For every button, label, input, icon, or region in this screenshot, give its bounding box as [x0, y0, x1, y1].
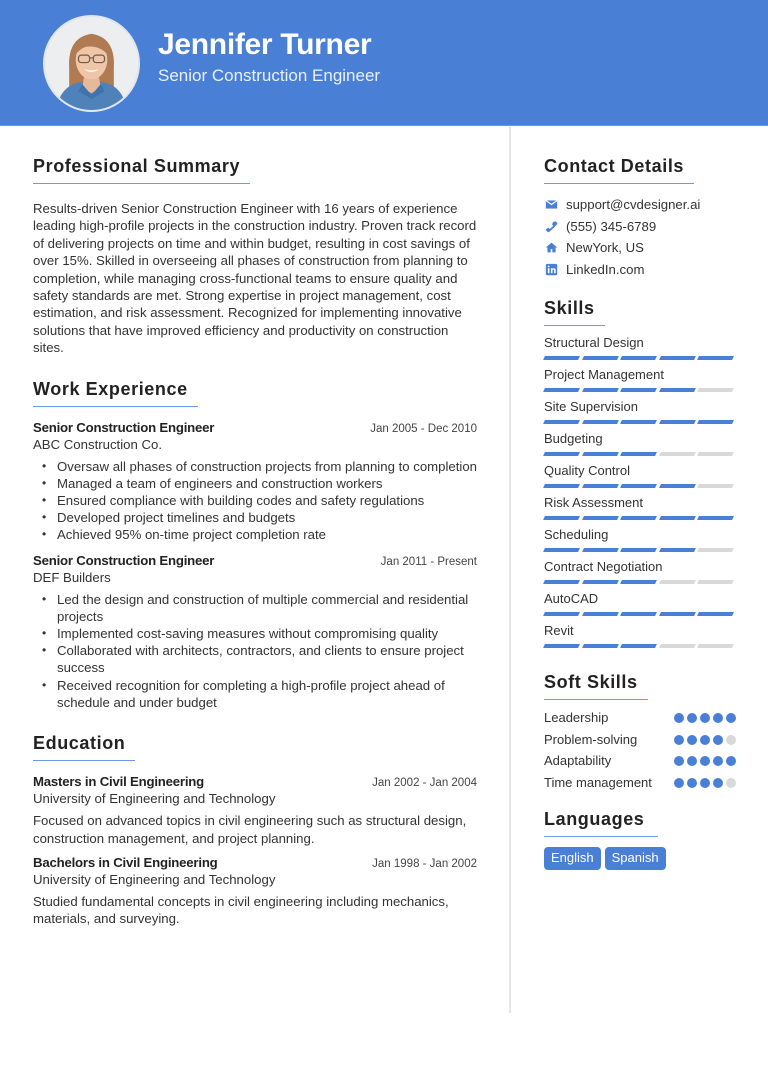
skill-item	[544, 334, 736, 366]
section-title: Education	[33, 733, 135, 761]
skill-level-segment	[620, 612, 657, 616]
skill-level-segment	[582, 644, 619, 648]
job-entry	[33, 420, 477, 544]
phone-icon	[544, 219, 558, 233]
section-title: Work Experience	[33, 379, 198, 407]
bullet-item: • Implemented cost-saving measures without compromising quality	[57, 625, 477, 642]
skill-name: Scheduling	[544, 527, 609, 542]
skill-level-segment	[582, 484, 619, 488]
skill-level-segment	[697, 452, 734, 456]
skill-level-bar	[544, 356, 736, 360]
rating-dot-icon	[674, 756, 684, 766]
skill-item	[544, 398, 736, 430]
main-column	[33, 156, 477, 946]
skill-level-segment	[620, 356, 657, 360]
sidebar-column	[544, 156, 736, 888]
skill-level-segment	[620, 388, 657, 392]
skill-level-segment	[659, 516, 696, 520]
bullet-item: • Managed a team of engineers and construction workers	[57, 475, 477, 492]
skill-level-segment	[582, 388, 619, 392]
job-role: Senior Construction Engineer	[33, 419, 215, 435]
skill-level-segment	[697, 388, 734, 392]
skill-level-segment	[697, 644, 734, 648]
soft-skill-item	[544, 709, 736, 727]
section-title: Skills	[544, 298, 605, 326]
skill-level-bar	[544, 516, 736, 520]
candidate-title: Senior Construction Engineer	[158, 66, 381, 85]
contact-location	[544, 237, 736, 259]
rating-dot-icon	[713, 778, 723, 788]
bullet-item: • Received recognition for completing a high-profile project ahead of schedule and under budget	[57, 677, 477, 711]
skill-level-segment	[620, 484, 657, 488]
profile-photo-icon	[45, 17, 138, 110]
skill-item	[544, 622, 736, 654]
avatar	[43, 15, 140, 112]
summary-section	[33, 156, 477, 357]
language-badge: English	[544, 847, 601, 870]
skill-level-segment	[582, 612, 619, 616]
skill-level-segment	[543, 356, 580, 360]
school-name: University of Engineering and Technology	[33, 791, 276, 807]
section-title: Professional Summary	[33, 156, 250, 184]
job-company: ABC Construction Co.	[33, 436, 162, 452]
job-dates: Jan 2005 - Dec 2010	[370, 422, 477, 435]
skill-name: Risk Assessment	[544, 495, 643, 510]
education-section	[33, 733, 477, 928]
skill-name: Structural Design	[544, 335, 644, 350]
section-title: Languages	[544, 809, 658, 837]
rating-dot-icon	[713, 735, 723, 745]
contact-email[interactable]	[544, 194, 736, 216]
skill-level-segment	[697, 420, 734, 424]
soft-skill-rating	[674, 713, 736, 723]
rating-dot-icon	[726, 756, 736, 766]
skill-level-segment	[582, 580, 619, 584]
skill-level-segment	[659, 580, 696, 584]
skill-level-bar	[544, 548, 736, 552]
education-dates: Jan 2002 - Jan 2004	[372, 777, 477, 790]
contact-text: LinkedIn.com	[566, 261, 645, 277]
skill-level-segment	[659, 612, 696, 616]
section-title: Contact Details	[544, 156, 694, 184]
education-description: Studied fundamental concepts in civil engineering including mechanics, materials, and surveying.	[33, 893, 449, 927]
job-bullets	[33, 458, 477, 544]
soft-skill-item	[544, 752, 736, 770]
rating-dot-icon	[726, 713, 736, 723]
skill-level-bar	[544, 644, 736, 648]
skill-level-segment	[543, 516, 580, 520]
skill-name: AutoCAD	[544, 591, 599, 606]
skill-level-segment	[543, 612, 580, 616]
skill-level-segment	[543, 548, 580, 552]
skill-level-segment	[620, 420, 657, 424]
skill-level-segment	[582, 356, 619, 360]
soft-skill-item	[544, 774, 736, 792]
soft-skill-rating	[674, 778, 736, 788]
job-entry	[33, 553, 477, 711]
rating-dot-icon	[700, 756, 710, 766]
contact-section	[544, 156, 736, 280]
skill-level-segment	[659, 388, 696, 392]
skill-level-segment	[659, 548, 696, 552]
rating-dot-icon	[687, 735, 697, 745]
language-badge: Spanish	[605, 847, 666, 870]
skill-name: Revit	[544, 623, 574, 638]
job-bullets	[33, 591, 477, 711]
skill-level-segment	[697, 612, 734, 616]
skill-name: Budgeting	[544, 431, 603, 446]
rating-dot-icon	[687, 713, 697, 723]
skill-item	[544, 494, 736, 526]
skill-level-segment	[620, 548, 657, 552]
soft-skill-name: Time management	[544, 774, 652, 790]
skill-level-segment	[582, 548, 619, 552]
job-dates: Jan 2011 - Present	[380, 555, 477, 568]
soft-skill-rating	[674, 735, 736, 745]
job-company: DEF Builders	[33, 569, 111, 585]
summary-text: Results-driven Senior Construction Engineer with 16 years of experience leading high-profile projects in the construction industry. Proven track record of delivering projects on time and within budget, resulting in cost savings of over 15%. Skilled in overseeing all phases of construction from planning to completion, while managing cross-functional teams to ensure quality and safety standards are met. Strong expertise in project management, cost estimation, and risk assessment. Recognized for implementing innovative solutions that have improved efficiency and productivity on construction sites.	[33, 201, 477, 356]
skill-level-segment	[582, 420, 619, 424]
rating-dot-icon	[726, 735, 736, 745]
soft-skill-name: Problem-solving	[544, 731, 638, 747]
language-badges	[544, 847, 736, 870]
skill-name: Site Supervision	[544, 399, 638, 414]
rating-dot-icon	[687, 756, 697, 766]
experience-section	[33, 379, 477, 711]
soft-skills-list	[544, 709, 736, 791]
education-entry	[33, 855, 477, 928]
rating-dot-icon	[674, 713, 684, 723]
skill-item	[544, 558, 736, 590]
bullet-item: • Developed project timelines and budgets	[57, 509, 477, 526]
skill-name: Project Management	[544, 367, 664, 382]
skill-item	[544, 462, 736, 494]
skill-level-segment	[659, 484, 696, 488]
rating-dot-icon	[674, 778, 684, 788]
rating-dot-icon	[726, 778, 736, 788]
job-role: Senior Construction Engineer	[33, 552, 215, 568]
skill-level-bar	[544, 420, 736, 424]
skill-level-segment	[582, 452, 619, 456]
soft-skill-name: Leadership	[544, 710, 609, 725]
skill-level-segment	[620, 516, 657, 520]
skill-level-segment	[543, 388, 580, 392]
rating-dot-icon	[674, 735, 684, 745]
skill-name: Quality Control	[544, 463, 630, 478]
skill-item	[544, 526, 736, 558]
skill-level-segment	[697, 484, 734, 488]
skill-level-segment	[659, 356, 696, 360]
bullet-item: • Collaborated with architects, contractors, and clients to ensure project success	[57, 642, 477, 676]
skill-level-segment	[620, 580, 657, 584]
school-name: University of Engineering and Technology	[33, 871, 276, 887]
skill-level-bar	[544, 452, 736, 456]
bullet-item: • Achieved 95% on-time project completion rate	[57, 526, 477, 543]
section-title: Soft Skills	[544, 672, 648, 700]
skill-item	[544, 590, 736, 622]
skill-level-segment	[659, 644, 696, 648]
skill-level-bar	[544, 580, 736, 584]
rating-dot-icon	[713, 713, 723, 723]
contact-text: support@cvdesigner.ai	[566, 197, 701, 213]
skill-level-segment	[620, 452, 657, 456]
bullet-item: • Oversaw all phases of construction projects from planning to completion	[57, 458, 477, 475]
skill-level-segment	[697, 516, 734, 520]
skill-level-segment	[543, 484, 580, 488]
candidate-name: Jennifer Turner	[158, 28, 372, 61]
skill-level-segment	[543, 580, 580, 584]
bullet-item: • Led the design and construction of multiple commercial and residential projects	[57, 591, 477, 625]
skill-item	[544, 366, 736, 398]
soft-skill-item	[544, 731, 736, 749]
rating-dot-icon	[700, 735, 710, 745]
contact-phone[interactable]	[544, 216, 736, 238]
soft-skill-rating	[674, 756, 736, 766]
skill-level-segment	[543, 644, 580, 648]
soft-skills-section	[544, 672, 736, 791]
education-description: Focused on advanced topics in civil engineering such as structural design, construction management, and project planning.	[33, 813, 467, 846]
home-icon	[544, 241, 558, 255]
skill-level-segment	[582, 516, 619, 520]
skill-item	[544, 430, 736, 462]
languages-section	[544, 809, 736, 870]
education-entry	[33, 774, 477, 847]
soft-skill-name: Adaptability	[544, 753, 612, 768]
resume-header	[0, 0, 768, 126]
skill-level-segment	[697, 356, 734, 360]
skill-level-bar	[544, 388, 736, 392]
contact-text: NewYork, US	[566, 240, 644, 256]
skill-level-segment	[543, 420, 580, 424]
degree-name: Masters in Civil Engineering	[33, 774, 205, 790]
education-dates: Jan 1998 - Jan 2002	[372, 857, 477, 870]
skill-level-bar	[544, 484, 736, 488]
rating-dot-icon	[687, 778, 697, 788]
column-divider	[509, 127, 511, 1013]
contact-text: (555) 345-6789	[566, 218, 657, 234]
skill-name: Contract Negotiation	[544, 559, 663, 574]
degree-name: Bachelors in Civil Engineering	[33, 854, 218, 870]
skills-list	[544, 334, 736, 654]
bullet-item: • Ensured compliance with building codes and safety regulations	[57, 492, 477, 509]
envelope-icon	[544, 198, 558, 212]
skill-level-bar	[544, 612, 736, 616]
skill-level-segment	[543, 452, 580, 456]
skill-level-segment	[697, 548, 734, 552]
skill-level-segment	[620, 644, 657, 648]
skills-section	[544, 298, 736, 654]
rating-dot-icon	[700, 778, 710, 788]
skill-level-segment	[659, 452, 696, 456]
rating-dot-icon	[700, 713, 710, 723]
rating-dot-icon	[713, 756, 723, 766]
contact-linkedin[interactable]	[544, 259, 736, 281]
skill-level-segment	[659, 420, 696, 424]
skill-level-segment	[697, 580, 734, 584]
linkedin-icon	[544, 262, 558, 276]
